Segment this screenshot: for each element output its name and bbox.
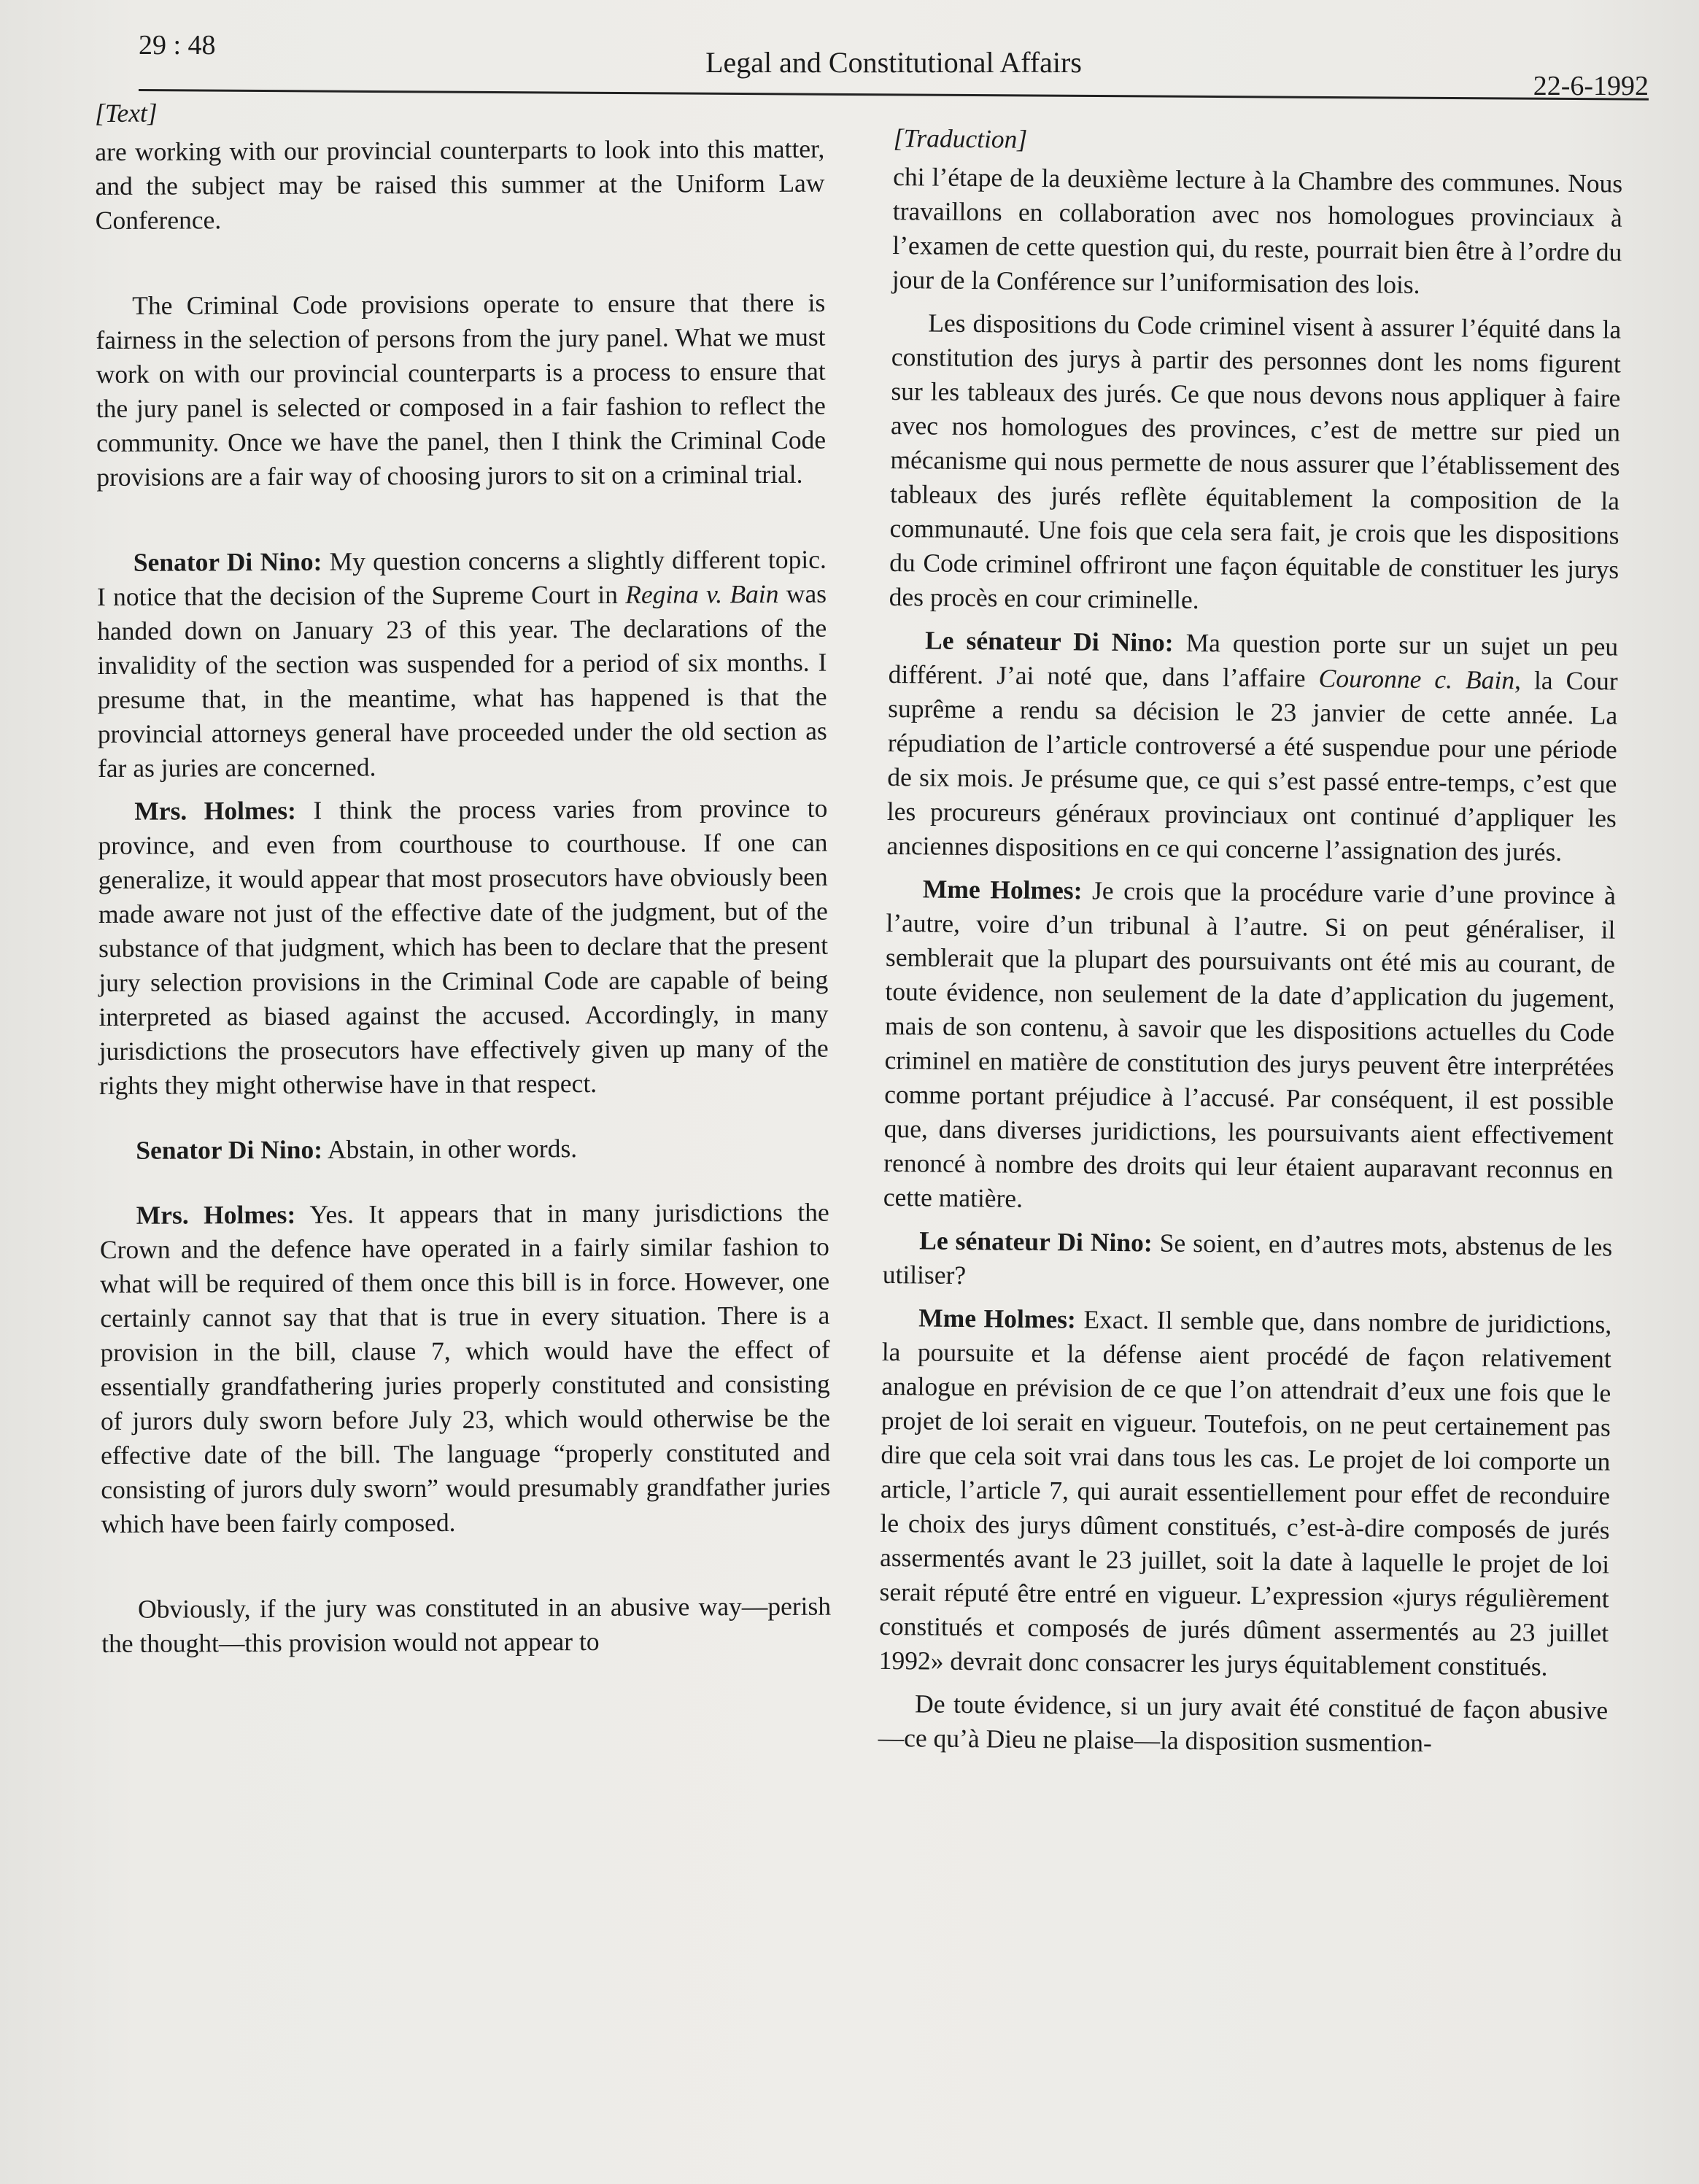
speaker-name: Mrs. Holmes: <box>136 1199 296 1230</box>
paragraph: are working with our provincial counterparts to look into this matter, and the subject may be raised this summer at the Uniform Law Conference. <box>95 133 825 235</box>
paragraph: The Criminal Code provisions operate to ensure that there is fairness in the selection of persons from the jury panel. What we must work on with our provincial counterparts is a process to ensure that the jury panel is selected or composed in a fair fashion to reflect the community. Once we have the panel, then I think the Criminal Code provisions are a fair way of choosing jurors to sit on a criminal trial. <box>96 287 827 492</box>
speaker-name: Senator Di Nino: <box>133 546 322 577</box>
page-header <box>139 29 1649 102</box>
speaker-name: Senator Di Nino: <box>136 1134 323 1165</box>
case-name: Regina v. Bain <box>625 578 779 609</box>
paragraph: Mrs. Holmes: I think the process varies from province to province, and even from courthouse to courthouse. If one can generalize, it would appear that most prosecutors have obviously been made aware not just of the effective date of the judgment, but of the substance of that judgment, which has been to declare that the present jury selection provisions in the Criminal Code are capable of being interpreted as biased against the accused. Accordingly, in many jurisdictions the prosecutors have effectively given up many of the rights they might otherwise have in that respect. <box>98 793 829 1100</box>
case-name: Couronne c. Bain <box>1318 663 1515 695</box>
text-label: [Text] <box>95 98 158 128</box>
paragraph: Mme Holmes: Je crois que la procédure varie d’une province à l’autre, voire d’un tribunal à l’autre. Si on peut généraliser, il semblerait que la plupart des poursuivants ont été mis au courant, de toute évidence, non seulement de la date d’application du jugement, mais de son contenu, à savoir que les dispositions actuelles du Code criminel en matière de constitution des jurys peuvent être interprétées comme portant préjudice à l’accusé. Par conséquent, il est possible que, dans diverses juridictions, les poursuivants aient effectivement renoncé à nombre des droits qui leur étaient auparavant reconnus en cette matière. <box>883 874 1617 1213</box>
paragraph: Le sénateur Di Nino: Se soient, en d’autres mots, abstenus de les utiliser? <box>882 1225 1613 1290</box>
french-column <box>878 121 1622 1762</box>
paragraph: Obviously, if the jury was constituted in an abusive way—perish the thought—this provision would not appear to <box>101 1591 832 1658</box>
paragraph: Le sénateur Di Nino: Ma question porte sur un sujet un peu différent. J’ai noté que, dans l’affaire Couronne c. Bain, la Cour suprême a rendu sa décision le 23 janvier de cette année. La répudiation de l’article controversé a été suspendue pour une période de six mois. Je présume que, ce qui s’est passé entre-temps, c’est que les procureurs généraux provinciaux ont continué d’appliquer les anciennes dispositions en ce qui concerne l’assignation des jurés. <box>886 625 1619 867</box>
paragraph: Mrs. Holmes: Yes. It appears that in many jurisdictions the Crown and the defence have operated in a fairly similar fashion to what will be required of them once this bill is in force. However, one certainly cannot say that that is true in every situation. There is a provision in the bill, clause 7, which would have the effect of essentially grandfathering juries properly constituted and consisting of jurors duly sworn before July 23, which would otherwise be the effective date of the bill. The language “properly constituted and consisting of jurors duly sworn” would presumably grandfather juries which have been fairly composed. <box>99 1197 831 1538</box>
translation-label: [Traduction] <box>893 123 1028 154</box>
paragraph: Mme Holmes: Exact. Il semble que, dans nombre de juridictions, la poursuite et la défense aient procédé de façon relativement analogue en prévision de ce que l’on attendrait d’eux une fois que le projet de loi serait en vigueur. Toutefois, on ne peut certainement pas dire que cela soit vrai dans tous les cas. Le projet de loi comporte un article, l’article 7, qui aurait essentiellement pour effet de reconduire le choix des jurys dûment constitués, c’est-à-dire composés de jurés assermentés avant le 23 juillet, soit la date à laquelle le projet de loi serait réputé être entré en vigueur. L’expression «jurys régulièrement constitués et composés de jurés dûment assermentés au 23 juillet 1992» devrait donc consacrer les jurys équitablement constitués. <box>878 1303 1612 1681</box>
speaker-name: Le sénateur Di Nino: <box>924 625 1174 657</box>
page-number: 29 : 48 <box>139 30 216 61</box>
speaker-name: Mme Holmes: <box>922 874 1083 905</box>
english-column <box>95 93 831 1661</box>
paragraph: chi l’étape de la deuxième lecture à la Chambre des communes. Nous travaillons en collaboration avec nos homologues provinciaux à l’examen de cette question qui, du reste, pourrait bien être à l’ordre du jour de la Conférence sur l’uniformisation des lois. <box>891 161 1623 299</box>
header-date: 22-6-1992 <box>1533 71 1649 101</box>
running-title: Legal and Constitutional Affairs <box>705 46 1082 79</box>
speaker-name: Mrs. Holmes: <box>134 795 297 826</box>
speaker-name: Mme Holmes: <box>918 1303 1077 1334</box>
paragraph: Les dispositions du Code criminel visent à assurer l’équité dans la constitution des jurys à partir des personnes dont les noms figurent sur les tableaux des jurés. Ce que nous devons nous appliquer à faire avec nos homologues des provinces, c’est de mettre sur pied un mécanisme qui nous permette de nous assurer que l’établissement des tableaux des jurés reflète équitablement la composition de la communauté. Une fois que cela sera fait, je crois que les dispositions du Code criminel offriront une façon équitable de constituer les jurys des procès en cour criminelle. <box>889 308 1622 615</box>
paragraph: Senator Di Nino: Abstain, in other words. <box>136 1134 578 1165</box>
paragraph: De toute évidence, si un jury avait été constitué de façon abusive—ce qu’à Dieu ne plaise—la disposition susmention- <box>878 1689 1609 1758</box>
paragraph: Senator Di Nino: My question concerns a slightly different topic. I notice that the decision of the Supreme Court in Regina v. Bain was handed down on January 23 of this year. The declarations of the invalidity of the section was suspended for a period of six months. I presume that, in the meantime, what has happened is that the provincial attorneys general have proceeded under the old section as far as juries are concerned. <box>96 544 827 783</box>
speaker-name: Le sénateur Di Nino: <box>919 1225 1153 1258</box>
